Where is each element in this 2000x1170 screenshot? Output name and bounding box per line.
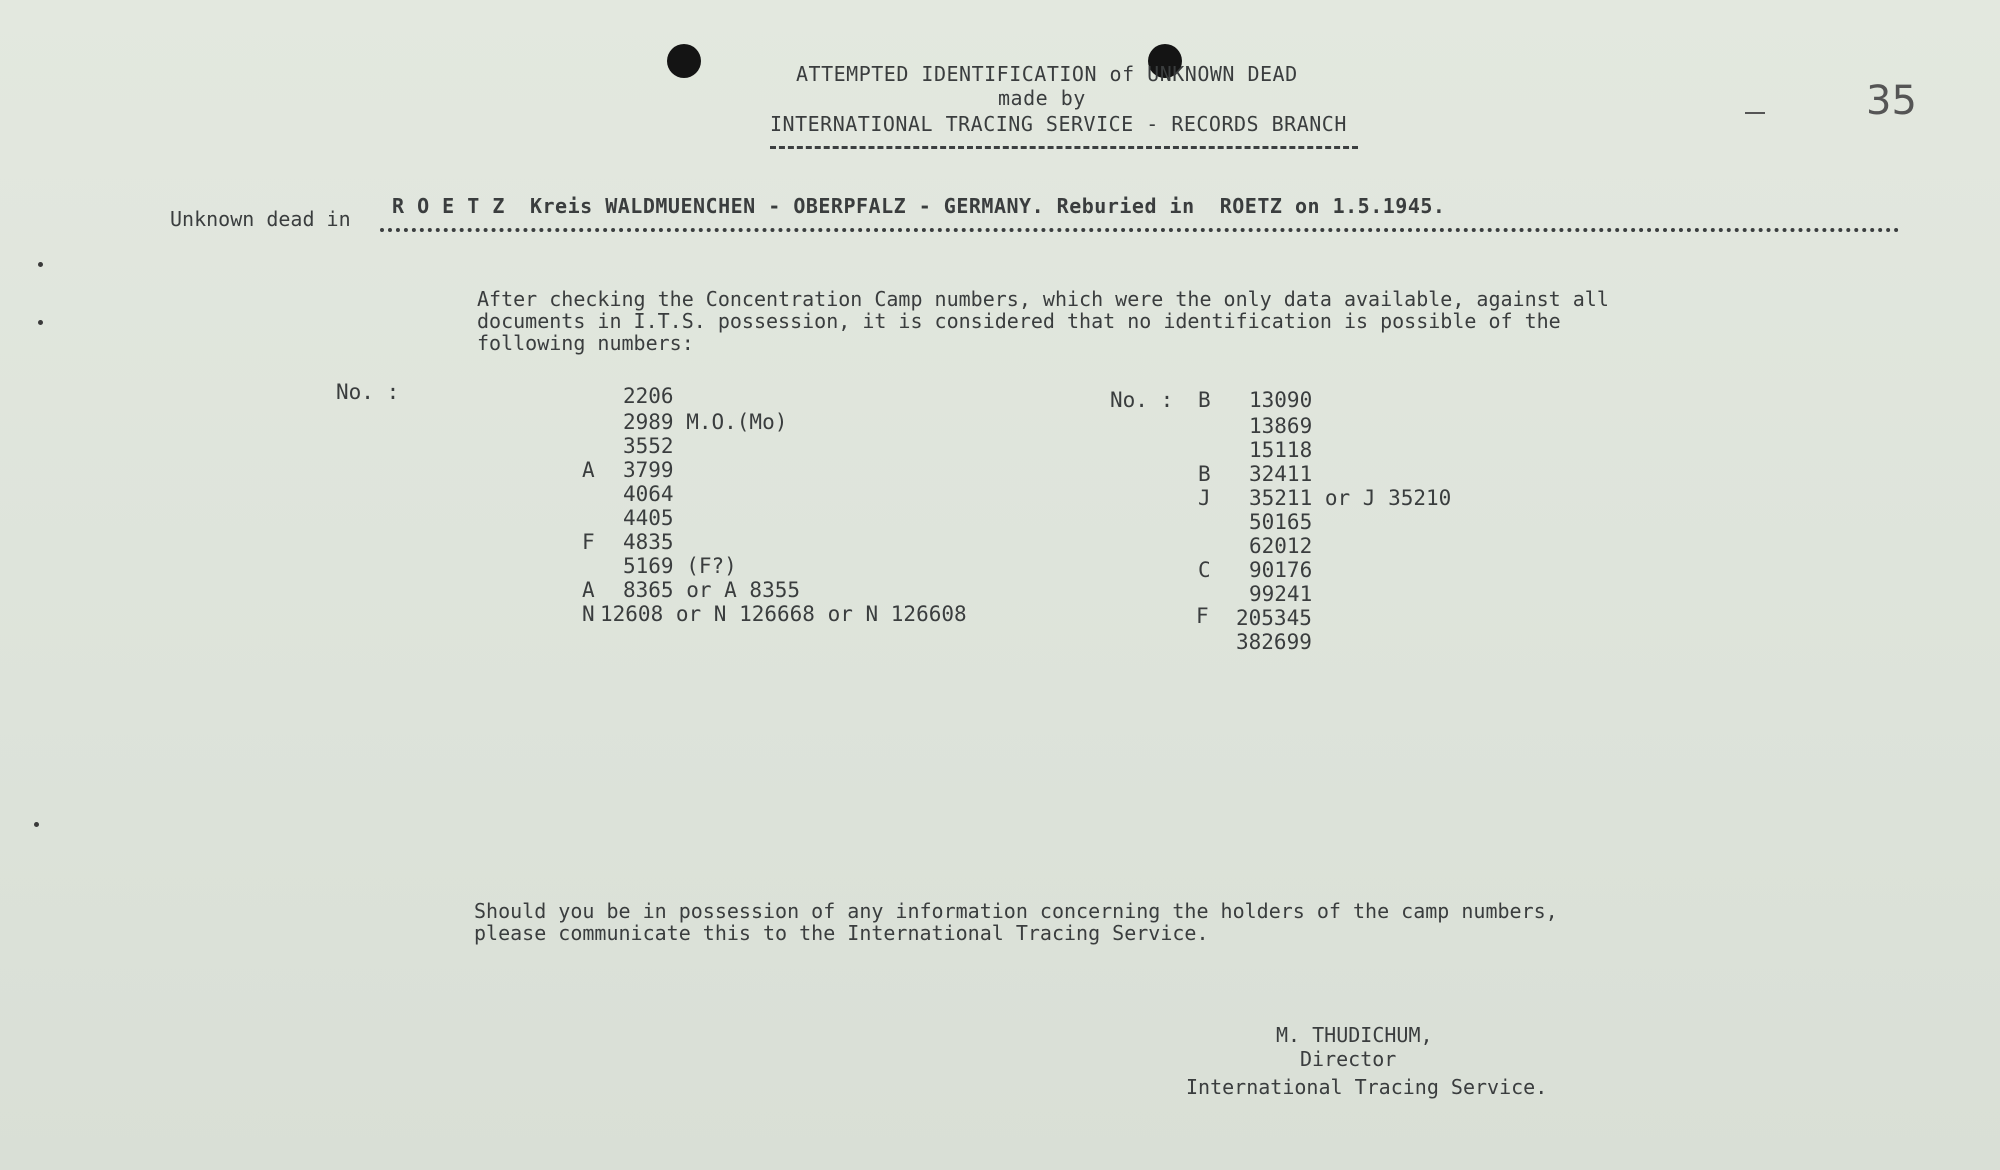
closing-paragraph-line-2: please communicate this to the International Tracing Service. [474, 921, 1209, 945]
list-item: 50165 [1249, 510, 1313, 534]
closing-paragraph-line-1: Should you be in possession of any information concerning the holders of the camp numbers, [474, 899, 1558, 923]
list-item: 99241 [1249, 582, 1313, 606]
list-item: 8365 or A 8355 [623, 578, 801, 602]
list-item: 3552 [623, 434, 674, 458]
header-organization: INTERNATIONAL TRACING SERVICE - RECORDS BRANCH [770, 112, 1347, 136]
list-item: 205345 [1236, 606, 1312, 630]
list-item: 32411 [1249, 462, 1313, 486]
right-list-label: No. : [1110, 388, 1174, 412]
list-item: 2206 [623, 384, 674, 408]
margin-speck [38, 262, 43, 267]
list-item-prefix: B [1198, 462, 1211, 486]
list-item: 13090 [1249, 388, 1313, 412]
list-item-prefix: N [582, 602, 595, 626]
intro-paragraph-line-2: documents in I.T.S. possession, it is considered that no identification is possible of the [477, 309, 1561, 333]
list-item: 15118 [1249, 438, 1313, 462]
location-label: Unknown dead in [170, 207, 351, 231]
list-item-prefix: F [582, 530, 595, 554]
margin-speck [38, 320, 43, 325]
list-item: 62012 [1249, 534, 1313, 558]
list-item-prefix: B [1198, 388, 1211, 412]
margin-speck [34, 822, 39, 827]
list-item: 90176 [1249, 558, 1313, 582]
header-underline [770, 146, 1358, 149]
location-dotted-line [380, 228, 1900, 232]
list-item: 12608 or N 126668 or N 126608 [600, 602, 967, 626]
intro-paragraph-line-1: After checking the Concentration Camp numbers, which were the only data available, against all [477, 287, 1609, 311]
punch-hole-left [667, 44, 701, 78]
list-item-prefix: J [1198, 486, 1211, 510]
list-item: 382699 [1236, 630, 1312, 654]
list-item: 4835 [623, 530, 674, 554]
signature-organization: International Tracing Service. [1186, 1075, 1548, 1099]
signature-name: M. THUDICHUM, [1276, 1023, 1433, 1047]
list-item: 35211 or J 35210 [1249, 486, 1452, 510]
signature-title: Director [1300, 1047, 1397, 1071]
location-value: R O E T Z Kreis WALDMUENCHEN - OBERPFALZ - GERMANY. Reburied in ROETZ on 1.5.1945. [392, 194, 1446, 218]
list-item: 2989 M.O.(Mo) [623, 410, 788, 434]
list-item: 13869 [1249, 414, 1313, 438]
header-title: ATTEMPTED IDENTIFICATION of UNKNOWN DEAD [796, 62, 1298, 86]
list-item: 4405 [623, 506, 674, 530]
intro-paragraph-line-3: following numbers: [477, 331, 694, 355]
list-item: 4064 [623, 482, 674, 506]
page-number: 35 [1866, 78, 1917, 124]
list-item-prefix: C [1198, 558, 1211, 582]
list-item-prefix: F [1196, 604, 1209, 628]
list-item: 3799 [623, 458, 674, 482]
page-number-dash [1745, 112, 1765, 114]
list-item: 5169 (F?) [623, 554, 737, 578]
header-subtitle: made by [998, 86, 1086, 110]
list-item-prefix: A [582, 578, 595, 602]
left-list-label: No. : [336, 380, 400, 404]
list-item-prefix: A [582, 458, 595, 482]
